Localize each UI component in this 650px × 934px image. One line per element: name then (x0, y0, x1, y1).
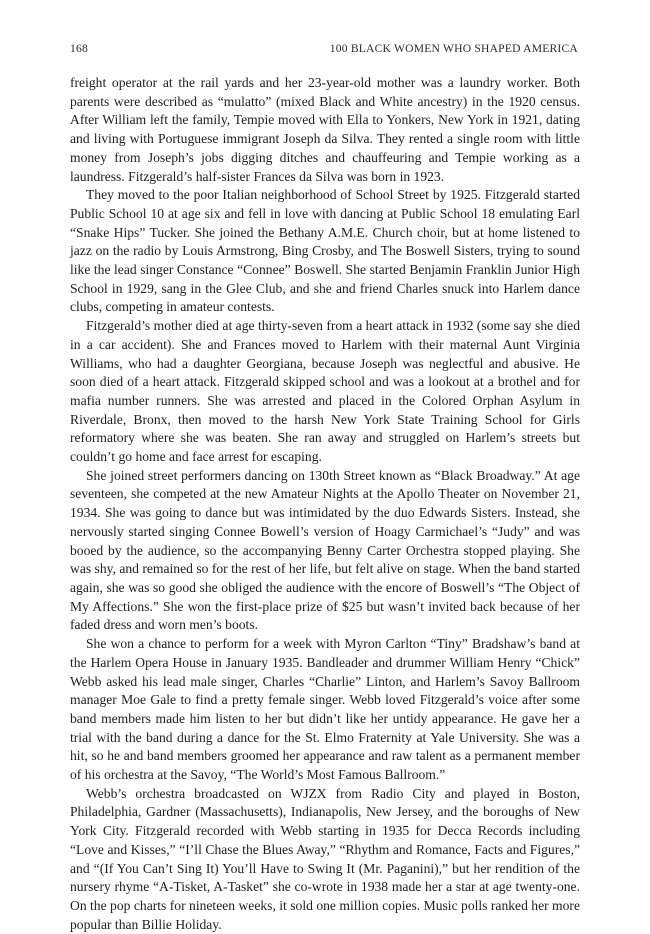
page-number: 168 (70, 42, 88, 55)
body-text (70, 74, 580, 934)
running-title: 100 BLACK WOMEN WHO SHAPED AMERICA (329, 42, 578, 55)
running-header (70, 42, 578, 55)
paragraph: Fitzgerald’s mother died at age thirty-seven from a heart attack in 1932 (some say she died in a car accident). She and Frances moved to Harlem with their maternal Aunt Virginia Williams, who had a daughter Georgiana, because Joseph was neglectful and abusive. He soon died of a heart attack. Fitzgerald skipped school and was a lookout at a brothel and for mafia number runners. She was arrested and placed in the Colored Orphan Asylum in Riverdale, Bronx, then moved to the harsh New York State Training School for Girls reformatory where she was beaten. She ran away and struggled on Harlem’s streets but couldn’t go home and face arrest for escaping. (70, 318, 580, 465)
paragraph: She won a chance to perform for a week with Myron Carlton “Tiny” Bradshaw’s band at the Harlem Opera House in January 1935. Bandleader and drummer William Henry “Chick” Webb asked his lead male singer, Charles “Charlie” Linton, and Harlem’s Savoy Ballroom manager Moe Gale to find a pretty female singer. Webb loved Fitzgerald’s voice after some band members made him listen to her but didn’t like her untidy appearance. He gave her a trial with the band during a dance for the St. Elmo Fraternity at Yale University. She was a hit, so he and band members groomed her appearance and raw talent as a permanent member of his orchestra at the Savoy, “The World’s Most Famous Ballroom.” (70, 636, 580, 783)
paragraph: They moved to the poor Italian neighborhood of School Street by 1925. Fitzgerald started Public School 10 at age six and fell in love with dancing at Public School 18 emulating Earl “Snake Hips” Tucker. She joined the Bethany A.M.E. Church choir, but at home listened to jazz on the radio by Louis Armstrong, Bing Crosby, and The Boswell Sisters, trying to sound like the lead singer Constance “Connee” Boswell. She started Benjamin Franklin Junior High School in 1929, sang in the Glee Club, and she and friend Charles snuck into Harlem dance clubs, competing in amateur contests. (70, 187, 580, 315)
paragraph: Webb’s orchestra broadcasted on WJZX from Radio City and played in Boston, Philadelphia, Gardner (Massachusetts), Indianapolis, New Jersey, and the boroughs of New York City. Fitzgerald recorded with Webb starting in 1935 for Decca Records including “Love and Kisses,” “I’ll Chase the Blues Away,” “Rhythm and Romance, Facts and Figures,” and “(If You Can’t Sing It) You’ll Have to Swing It (Mr. Paganini),” but her rendition of the nursery rhyme “A-Tisket, A-Tasket” she co-wrote in 1938 made her a star at age twenty-one. On the pop charts for nineteen weeks, it sold one million copies. Music polls ranked her more popular than Billie Holiday. (70, 785, 580, 932)
paragraph: She joined street performers dancing on 130th Street known as “Black Broadway.” At age seventeen, she competed at the new Amateur Nights at the Apollo Theater on November 21, 1934. She was going to dance but was intimidated by the duo Edwards Sisters. Instead, she nervously started singing Connee Bowell’s version of Hoagy Carmichael’s “Judy” and was booed by the audience, so the accompanying Benny Carter Orchestra stopped playing. She was shy, and remained so for the rest of her life, but felt alive on stage. When the band started again, she was so good she obliged the audience with the encore of Boswell’s “The Object of My Affections.” She won the first-place prize of $25 but wasn’t invited back because of her faded dress and worn men’s boots. (70, 467, 580, 633)
paragraph-continued: freight operator at the rail yards and her 23-year-old mother was a laundry worker. Both parents were described as “mulatto” (mixed Black and White ancestry) in the 1920 census. After William left the family, Tempie moved with Ella to Yonkers, New York in 1921, dating and living with Portuguese immigrant Joseph da Silva. They rented a single room with little money from Joseph’s jobs digging ditches and chauffeuring and Tempie working as a laundress. Fitzgerald’s half-sister Frances da Silva was born in 1923. (70, 75, 580, 184)
